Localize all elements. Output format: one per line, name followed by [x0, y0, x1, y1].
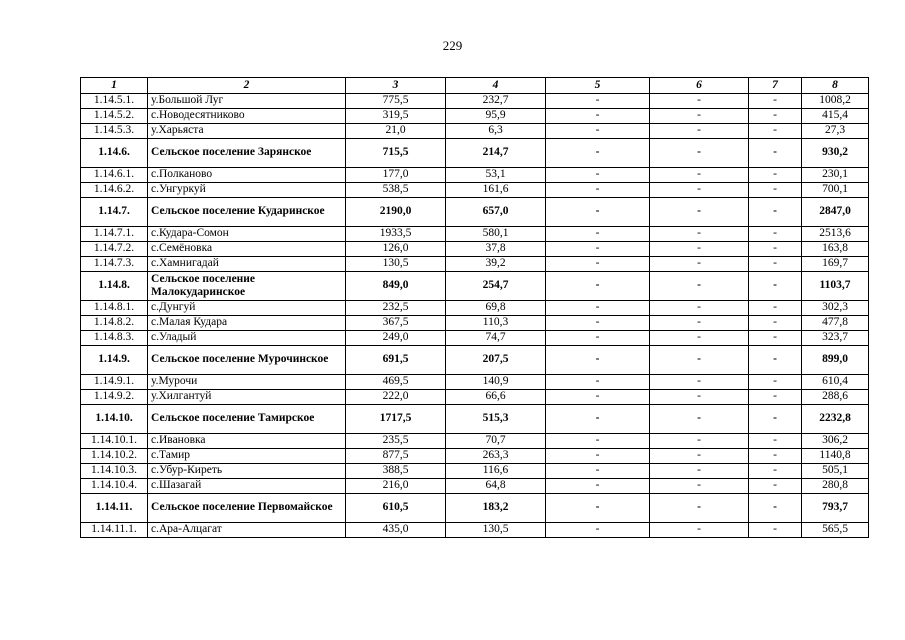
value-col-8: 700,1	[802, 183, 869, 198]
value-col-8: 565,5	[802, 523, 869, 538]
column-header-6: 6	[650, 78, 749, 94]
column-header-4: 4	[446, 78, 546, 94]
value-col-5: -	[546, 375, 650, 390]
settlement-name: с.Малая Кудара	[148, 316, 346, 331]
value-col-8: 169,7	[802, 257, 869, 272]
table-row	[81, 331, 869, 346]
value-col-6: -	[650, 464, 749, 479]
settlement-name: с.Унгуркуй	[148, 183, 346, 198]
settlement-name: с.Уладый	[148, 331, 346, 346]
value-col-4: 70,7	[446, 434, 546, 449]
settlement-name: у.Мурочи	[148, 375, 346, 390]
value-col-8: 2513,6	[802, 227, 869, 242]
column-header-2: 2	[148, 78, 346, 94]
value-col-3: 877,5	[346, 449, 446, 464]
column-header-8: 8	[802, 78, 869, 94]
value-col-5: -	[546, 346, 650, 375]
settlement-name: с.Хамнигадай	[148, 257, 346, 272]
value-col-6: -	[650, 257, 749, 272]
value-col-3: 849,0	[346, 272, 446, 301]
value-col-3: 222,0	[346, 390, 446, 405]
value-col-7: -	[749, 346, 802, 375]
table-row	[81, 109, 869, 124]
value-col-7: -	[749, 242, 802, 257]
table-row-subtotal	[81, 272, 869, 301]
value-col-3: 775,5	[346, 94, 446, 109]
settlement-name: с.Убур-Киреть	[148, 464, 346, 479]
value-col-8: 288,6	[802, 390, 869, 405]
settlement-name: с.Полканово	[148, 168, 346, 183]
row-code: 1.14.11.1.	[81, 523, 148, 538]
table-row	[81, 124, 869, 139]
table-row-subtotal	[81, 139, 869, 168]
settlement-name: с.Шазагай	[148, 479, 346, 494]
value-col-4: 66,6	[446, 390, 546, 405]
table-row-subtotal	[81, 494, 869, 523]
row-code: 1.14.5.3.	[81, 124, 148, 139]
value-col-4: 183,2	[446, 494, 546, 523]
value-col-8: 477,8	[802, 316, 869, 331]
value-col-8: 230,1	[802, 168, 869, 183]
table-row	[81, 94, 869, 109]
settlement-name: с.Дунгуй	[148, 301, 346, 316]
settlement-name: Сельское поселение Тамирское	[148, 405, 346, 434]
value-col-6: -	[650, 301, 749, 316]
value-col-5: -	[546, 316, 650, 331]
value-col-4: 95,9	[446, 109, 546, 124]
value-col-5: -	[546, 479, 650, 494]
value-col-5: -	[546, 523, 650, 538]
value-col-7: -	[749, 109, 802, 124]
value-col-3: 319,5	[346, 109, 446, 124]
value-col-4: 110,3	[446, 316, 546, 331]
table-row	[81, 316, 869, 331]
value-col-5: -	[546, 272, 650, 301]
settlement-name: с.Кудара-Сомон	[148, 227, 346, 242]
settlement-name: Сельское поселение Кударинское	[148, 198, 346, 227]
value-col-7: -	[749, 168, 802, 183]
row-code: 1.14.7.1.	[81, 227, 148, 242]
row-code: 1.14.5.2.	[81, 109, 148, 124]
value-col-7: -	[749, 272, 802, 301]
value-col-3: 21,0	[346, 124, 446, 139]
value-col-4: 263,3	[446, 449, 546, 464]
value-col-4: 580,1	[446, 227, 546, 242]
table-header-row	[81, 78, 869, 94]
value-col-7: -	[749, 139, 802, 168]
settlement-name: с.Новодесятниково	[148, 109, 346, 124]
value-col-8: 415,4	[802, 109, 869, 124]
value-col-8: 793,7	[802, 494, 869, 523]
value-col-3: 610,5	[346, 494, 446, 523]
value-col-6: -	[650, 449, 749, 464]
value-col-7: -	[749, 316, 802, 331]
value-col-4: 207,5	[446, 346, 546, 375]
row-code: 1.14.8.3.	[81, 331, 148, 346]
value-col-8: 930,2	[802, 139, 869, 168]
value-col-7: -	[749, 124, 802, 139]
value-col-5: -	[546, 405, 650, 434]
value-col-8: 899,0	[802, 346, 869, 375]
value-col-3: 388,5	[346, 464, 446, 479]
table-row-subtotal	[81, 198, 869, 227]
value-col-5: -	[546, 390, 650, 405]
table-row	[81, 449, 869, 464]
value-col-6: -	[650, 375, 749, 390]
value-col-7: -	[749, 405, 802, 434]
value-col-5: -	[546, 464, 650, 479]
row-code: 1.14.10.	[81, 405, 148, 434]
value-col-8: 27,3	[802, 124, 869, 139]
value-col-6: -	[650, 139, 749, 168]
table-row	[81, 464, 869, 479]
row-code: 1.14.8.2.	[81, 316, 148, 331]
table-row-subtotal	[81, 405, 869, 434]
settlement-name: с.Ивановка	[148, 434, 346, 449]
settlement-name: у.Харьяста	[148, 124, 346, 139]
value-col-5: -	[546, 242, 650, 257]
value-col-4: 130,5	[446, 523, 546, 538]
value-col-3: 216,0	[346, 479, 446, 494]
value-col-8: 302,3	[802, 301, 869, 316]
value-col-6: -	[650, 198, 749, 227]
table-row	[81, 227, 869, 242]
value-col-8: 505,1	[802, 464, 869, 479]
value-col-3: 1717,5	[346, 405, 446, 434]
table-row	[81, 183, 869, 198]
table-body	[81, 94, 869, 538]
value-col-5: -	[546, 139, 650, 168]
value-col-4: 161,6	[446, 183, 546, 198]
value-col-3: 1933,5	[346, 227, 446, 242]
row-code: 1.14.8.1.	[81, 301, 148, 316]
value-col-3: 235,5	[346, 434, 446, 449]
value-col-6: -	[650, 405, 749, 434]
value-col-5: -	[546, 198, 650, 227]
value-col-7: -	[749, 523, 802, 538]
table-row	[81, 434, 869, 449]
value-col-6: -	[650, 390, 749, 405]
value-col-8: 2847,0	[802, 198, 869, 227]
table-row	[81, 390, 869, 405]
value-col-4: 69,8	[446, 301, 546, 316]
row-code: 1.14.6.2.	[81, 183, 148, 198]
value-col-8: 163,8	[802, 242, 869, 257]
page-number: 229	[442, 38, 463, 53]
value-col-6: -	[650, 494, 749, 523]
value-col-8: 1140,8	[802, 449, 869, 464]
row-code: 1.14.10.3.	[81, 464, 148, 479]
value-col-3: 130,5	[346, 257, 446, 272]
value-col-5: -	[546, 227, 650, 242]
value-col-7: -	[749, 301, 802, 316]
value-col-4: 37,8	[446, 242, 546, 257]
value-col-8: 1103,7	[802, 272, 869, 301]
row-code: 1.14.6.1.	[81, 168, 148, 183]
value-col-8: 323,7	[802, 331, 869, 346]
value-col-6: -	[650, 227, 749, 242]
table-row	[81, 375, 869, 390]
table-row	[81, 257, 869, 272]
settlement-name: у.Хилгантуй	[148, 390, 346, 405]
column-header-7: 7	[749, 78, 802, 94]
value-col-6: -	[650, 94, 749, 109]
value-col-5: -	[546, 257, 650, 272]
row-code: 1.14.7.2.	[81, 242, 148, 257]
row-code: 1.14.11.	[81, 494, 148, 523]
table-row	[81, 242, 869, 257]
value-col-6: -	[650, 316, 749, 331]
value-col-5: -	[546, 434, 650, 449]
value-col-5: -	[546, 494, 650, 523]
table-row	[81, 168, 869, 183]
table-row	[81, 523, 869, 538]
value-col-5: -	[546, 168, 650, 183]
value-col-6: -	[650, 168, 749, 183]
value-col-4: 64,8	[446, 479, 546, 494]
value-col-7: -	[749, 494, 802, 523]
column-header-5: 5	[546, 78, 650, 94]
value-col-8: 280,8	[802, 479, 869, 494]
value-col-7: -	[749, 94, 802, 109]
value-col-8: 2232,8	[802, 405, 869, 434]
value-col-4: 232,7	[446, 94, 546, 109]
value-col-3: 469,5	[346, 375, 446, 390]
value-col-4: 53,1	[446, 168, 546, 183]
settlement-name: Сельское поселение Первомайское	[148, 494, 346, 523]
value-col-7: -	[749, 434, 802, 449]
value-col-4: 74,7	[446, 331, 546, 346]
row-code: 1.14.5.1.	[81, 94, 148, 109]
value-col-3: 691,5	[346, 346, 446, 375]
row-code: 1.14.10.1.	[81, 434, 148, 449]
value-col-7: -	[749, 183, 802, 198]
value-col-7: -	[749, 464, 802, 479]
value-col-7: -	[749, 375, 802, 390]
value-col-6: -	[650, 479, 749, 494]
value-col-4: 140,9	[446, 375, 546, 390]
value-col-8: 610,4	[802, 375, 869, 390]
value-col-3: 126,0	[346, 242, 446, 257]
row-code: 1.14.7.3.	[81, 257, 148, 272]
data-table	[80, 77, 869, 538]
settlement-name: у.Большой Луг	[148, 94, 346, 109]
column-header-3: 3	[346, 78, 446, 94]
value-col-6: -	[650, 434, 749, 449]
value-col-5: -	[546, 301, 650, 316]
value-col-6: -	[650, 272, 749, 301]
value-col-5: -	[546, 124, 650, 139]
value-col-5: -	[546, 449, 650, 464]
value-col-7: -	[749, 331, 802, 346]
row-code: 1.14.8.	[81, 272, 148, 301]
table-row-subtotal	[81, 346, 869, 375]
value-col-5: -	[546, 109, 650, 124]
value-col-8: 1008,2	[802, 94, 869, 109]
value-col-5: -	[546, 94, 650, 109]
value-col-7: -	[749, 198, 802, 227]
table-row	[81, 301, 869, 316]
value-col-3: 232,5	[346, 301, 446, 316]
value-col-3: 538,5	[346, 183, 446, 198]
value-col-6: -	[650, 331, 749, 346]
value-col-3: 715,5	[346, 139, 446, 168]
value-col-6: -	[650, 124, 749, 139]
value-col-6: -	[650, 242, 749, 257]
value-col-6: -	[650, 109, 749, 124]
value-col-3: 177,0	[346, 168, 446, 183]
value-col-8: 306,2	[802, 434, 869, 449]
value-col-6: -	[650, 523, 749, 538]
value-col-4: 657,0	[446, 198, 546, 227]
value-col-4: 515,3	[446, 405, 546, 434]
column-header-1: 1	[81, 78, 148, 94]
value-col-7: -	[749, 449, 802, 464]
value-col-3: 367,5	[346, 316, 446, 331]
value-col-3: 435,0	[346, 523, 446, 538]
value-col-3: 249,0	[346, 331, 446, 346]
value-col-7: -	[749, 390, 802, 405]
row-code: 1.14.10.2.	[81, 449, 148, 464]
value-col-7: -	[749, 257, 802, 272]
table-row	[81, 479, 869, 494]
row-code: 1.14.6.	[81, 139, 148, 168]
value-col-7: -	[749, 479, 802, 494]
row-code: 1.14.9.2.	[81, 390, 148, 405]
settlement-name: Сельское поселение Зарянское	[148, 139, 346, 168]
row-code: 1.14.7.	[81, 198, 148, 227]
row-code: 1.14.9.1.	[81, 375, 148, 390]
value-col-7: -	[749, 227, 802, 242]
settlement-name: Сельское поселение Малокударинское	[148, 272, 346, 301]
value-col-4: 214,7	[446, 139, 546, 168]
value-col-6: -	[650, 183, 749, 198]
settlement-name: с.Ара-Алцагат	[148, 523, 346, 538]
value-col-4: 6,3	[446, 124, 546, 139]
value-col-4: 116,6	[446, 464, 546, 479]
value-col-6: -	[650, 346, 749, 375]
value-col-4: 39,2	[446, 257, 546, 272]
value-col-3: 2190,0	[346, 198, 446, 227]
value-col-4: 254,7	[446, 272, 546, 301]
row-code: 1.14.10.4.	[81, 479, 148, 494]
settlement-name: Сельское поселение Мурочинское	[148, 346, 346, 375]
value-col-5: -	[546, 331, 650, 346]
settlement-name: с.Тамир	[148, 449, 346, 464]
row-code: 1.14.9.	[81, 346, 148, 375]
settlement-name: с.Семёновка	[148, 242, 346, 257]
value-col-5: -	[546, 183, 650, 198]
